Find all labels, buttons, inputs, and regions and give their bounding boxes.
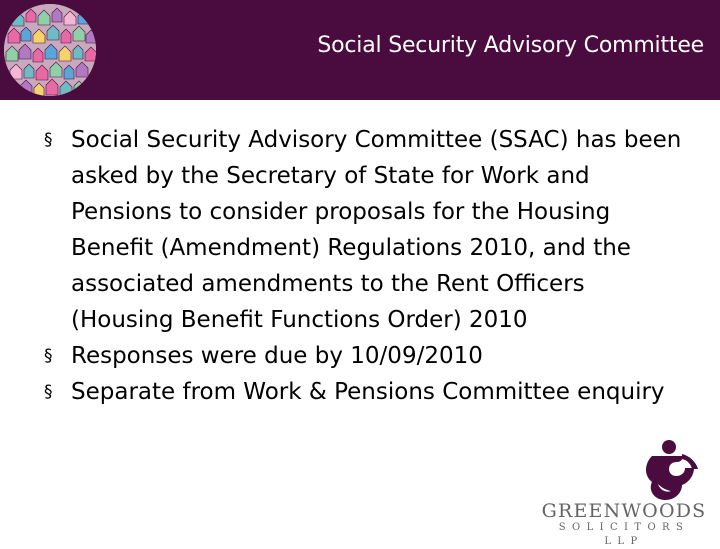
bullet-icon: §: [44, 382, 53, 402]
list-item-text: Separate from Work & Pensions Committee enquiry: [71, 379, 665, 405]
title-bar: [0, 0, 720, 100]
greenwoods-logo-icon: [638, 436, 704, 502]
list-item: [44, 122, 684, 338]
bullet-icon: §: [44, 346, 53, 366]
list-item-text: Responses were due by 10/09/2010: [71, 343, 483, 369]
slide-title: Social Security Advisory Committee: [317, 33, 704, 58]
list-item: [44, 374, 684, 410]
brand-subtitle: SOLICITORS LLP: [558, 522, 690, 547]
list-item-text: Social Security Advisory Committee (SSAC) has been asked by the Secretary of State for Work and Pensions to consider proposals for the Housing Benefit (Amendment) Regulations 2010, and the associated amendments to the Rent Officers (Housing Benefit Functions Order) 2010: [71, 127, 682, 333]
bullet-list: [44, 122, 684, 410]
houses-collage-icon: [4, 4, 96, 96]
list-item: [44, 338, 684, 374]
brand-name: GREENWOODS: [541, 500, 707, 522]
bullet-icon: §: [44, 130, 53, 150]
